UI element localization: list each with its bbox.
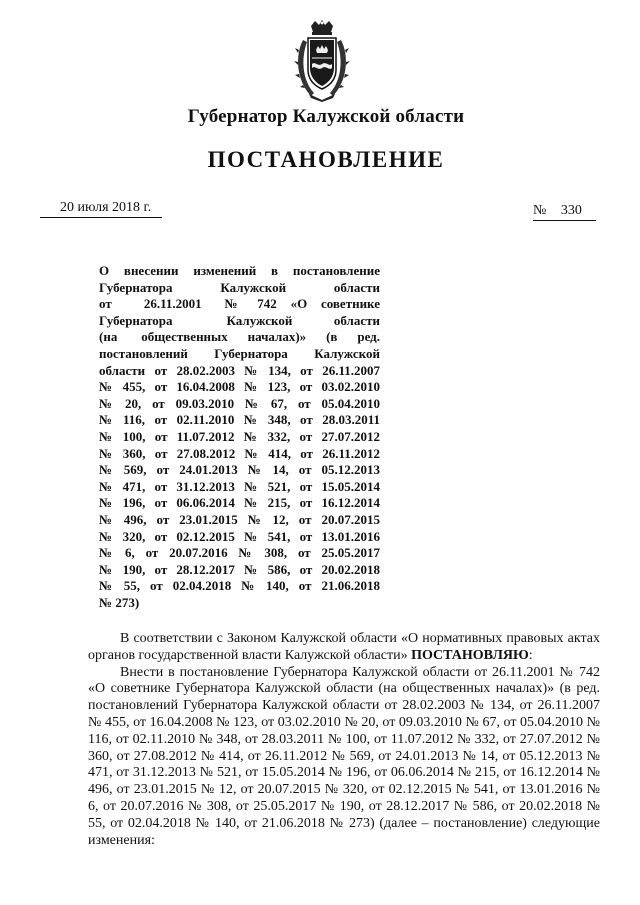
number-value: 330 [546, 203, 596, 221]
document-number [533, 203, 596, 221]
date-underline [40, 217, 162, 218]
preamble-text: В соответствии с Законом Калужской области «О нормативных правовых актах органов государственной власти Калужской области» [88, 631, 600, 663]
subject-line: № 471, от 31.12.2013 № 521, от 15.05.2014 [99, 478, 380, 494]
subject-line: № 190, от 28.12.2017 № 586, от 20.02.2018 [99, 561, 380, 577]
preamble-paragraph [88, 631, 600, 665]
subject-line: (на общественных началах)» (в ред. [99, 329, 380, 345]
subject-line: от 26.11.2001 № 742 «О советнике [99, 296, 380, 312]
subject-line: Губернатора Калужской области [99, 312, 380, 328]
subject-line: № 100, от 11.07.2012 № 332, от 27.07.2012 [99, 428, 380, 444]
subject-line: № 116, от 02.11.2010 № 348, от 28.03.2011 [99, 412, 380, 428]
preamble-end: : [528, 647, 533, 663]
number-sign: № [533, 203, 546, 221]
subject-line: № 20, от 09.03.2010 № 67, от 05.04.2010 [99, 395, 380, 411]
subject-line: № 196, от 06.06.2014 № 215, от 16.12.2014 [99, 495, 380, 511]
subject-line: № 569, от 24.01.2013 № 14, от 05.12.2013 [99, 462, 380, 478]
subject-line: № 55, от 02.04.2018 № 140, от 21.06.2018 [99, 578, 380, 594]
subject-line: № 455, от 16.04.2008 № 123, от 03.02.2010 [99, 379, 380, 395]
subject-line: области от 28.02.2003 № 134, от 26.11.2007 [99, 362, 380, 378]
subject-block [99, 263, 380, 611]
subject-line: О внесении изменений в постановление [99, 263, 380, 278]
subject-line: Губернатора Калужской области [99, 279, 380, 295]
date-text: 20 июля 2018 г. [60, 200, 152, 215]
document-body [88, 631, 600, 849]
document-date [40, 200, 162, 218]
subject-line: № 360, от 27.08.2012 № 414, от 26.11.2012 [99, 445, 380, 461]
subject-line: № 320, от 02.12.2015 № 541, от 13.01.2016 [99, 528, 380, 544]
document-type-title: ПОСТАНОВЛЕНИЕ [207, 147, 445, 172]
subject-line: № 273) [99, 594, 140, 610]
authority-title: Губернатор Калужской области [187, 106, 465, 127]
kaluga-coat-of-arms-icon [293, 20, 351, 102]
subject-line: № 6, от 20.07.2016 № 308, от 25.05.2017 [99, 545, 380, 561]
resolve-keyword: ПОСТАНОВЛЯЮ [411, 647, 529, 663]
subject-line: № 496, от 23.01.2015 № 12, от 20.07.2015 [99, 511, 380, 527]
subject-line: постановлений Губернатора Калужской [99, 345, 380, 361]
amendment-paragraph: Внести в постановление Губернатора Калужской области от 26.11.2001 № 742 «О советнике Губернатора Калужской области (на общественных началах)» (в ред. постановлений Губернатора Калужской области от 28.02.2003 № 134, от 26.11.2007 № 455, от 16.04.2008 № 123, от 03.02.2010 № 20, от 09.03.2010 № 67, от 05.04.2010 № 116, от 02.11.2010 № 348, от 28.03.2011 № 100, от 11.07.2012 № 332, от 27.07.2012 № 360, от 27.08.2012 № 414, от 26.11.2012 № 569, от 24.01.2013 № 14, от 05.12.2013 № 471, от 31.12.2013 № 521, от 15.05.2014 № 196, от 06.06.2014 № 215, от 16.12.2014 № 496, от 23.01.2015 № 12, от 20.07.2015 № 320, от 02.12.2015 № 541, от 13.01.2016 № 6, от 20.07.2016 № 308, от 25.05.2017 № 190, от 28.12.2017 № 586, от 20.02.2018 № 55, от 02.04.2018 № 140, от 21.06.2018 № 273) (далее – постановление) следующие изменения: [88, 664, 600, 848]
